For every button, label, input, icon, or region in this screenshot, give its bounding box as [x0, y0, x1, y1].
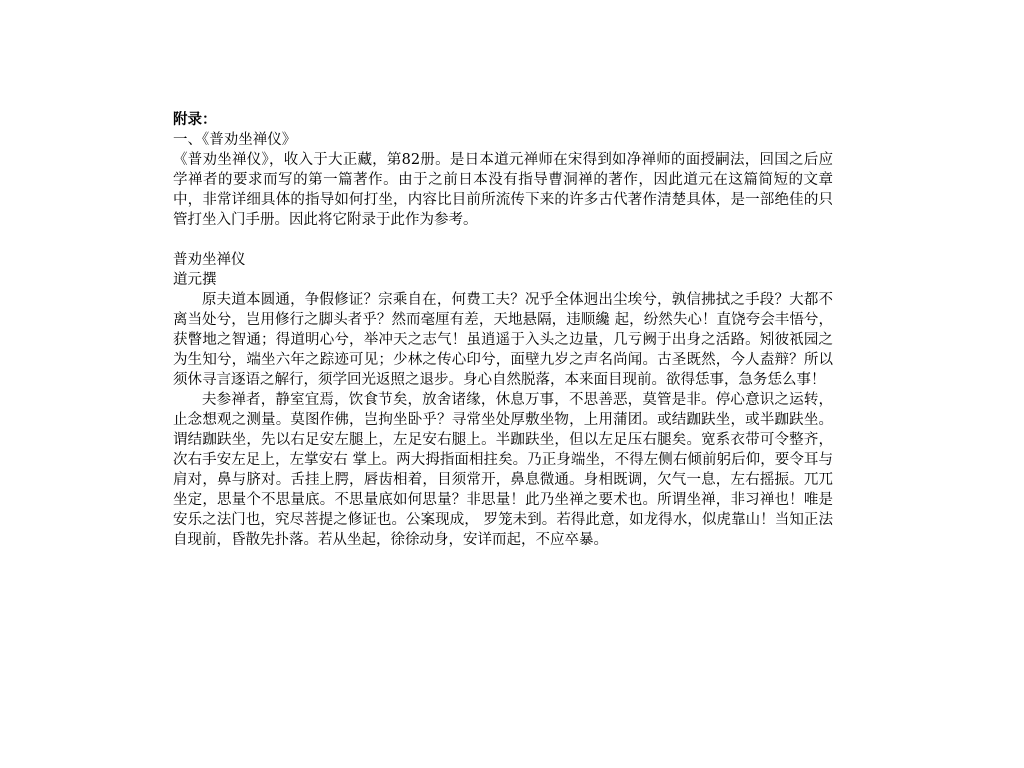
appendix-item-title: 一、《普劝坐禅仪》 — [173, 132, 297, 148]
text-author: 道元撰 — [173, 272, 217, 288]
appendix-label: 附录： — [173, 111, 217, 128]
document-body — [173, 110, 833, 550]
blank-line — [173, 230, 833, 250]
text-paragraph-1: 原夫道本圆通，争假修证？宗乘自在，何费工夫？况乎全体迥出尘埃兮，孰信拂拭之手段？大都不离当处兮，岂用修行之脚头者乎？然而毫厘有差，天地悬隔，违顺纔 起，纷然失心！直饶夸会丰悟兮，获瞥地之智通；得道明心兮，举冲天之志气！虽逍遥于入头之边量，几亏阙于出身之活路。矧彼祇园之为生知兮，端坐六年之踪迹可见；少林之传心印兮，面壁九岁之声名尚闻。古圣既然，今人盍辩？所以须休寻言逐语之解行，须学回光返照之退步。身心自然脱落，本来面目现前。欲得恁事，急务恁么事！ — [173, 292, 833, 388]
text-title: 普劝坐禅仪 — [173, 252, 246, 268]
text-paragraph-2: 夫参禅者，静室宜焉，饮食节矣，放舍诸缘，休息万事，不思善恶，莫管是非。停心意识之运转，止念想观之测量。莫图作佛，岂拘坐卧乎？寻常坐处厚敷坐物，上用蒲团。或结跏趺坐，或半跏趺坐。谓结跏趺坐，先以右足安左腿上，左足安右腿上。半跏趺坐，但以左足压右腿矣。宽系衣带可令整齐，次右手安左足上，左掌安右 掌上。两大拇指面相拄矣。乃正身端坐，不得左侧右倾前躬后仰，要令耳与肩对，鼻与脐对。舌挂上腭，唇齿相着，目须常开，鼻息微通。身相既调，欠气一息，左右摇振。兀兀坐定，思量个不思量底。不思量底如何思量？非思量！此乃坐禅之要术也。所谓坐禅，非习禅也！唯是安乐之法门也，究尽菩提之修证也。公案现成， 罗笼未到。若得此意，如龙得水，似虎靠山！当知正法自现前，昏散先扑落。若从坐起，徐徐动身，安详而起，不应卒暴。 — [173, 392, 833, 548]
appendix-intro-paragraph: 《普劝坐禅仪》，收入于大正藏，第82册。是日本道元禅师在宋得到如净禅师的面授嗣法，回国之后应学禅者的要求而写的第一篇著作。由于之前日本没有指导曹洞禅的著作，因此道元在这篇简短的文章中，非常详细具体的指导如何打坐，内容比目前所流传下来的许多古代著作清楚具体，是一部绝佳的只管打坐入门手册。因此将它附录于此作为参考。 — [173, 152, 833, 228]
